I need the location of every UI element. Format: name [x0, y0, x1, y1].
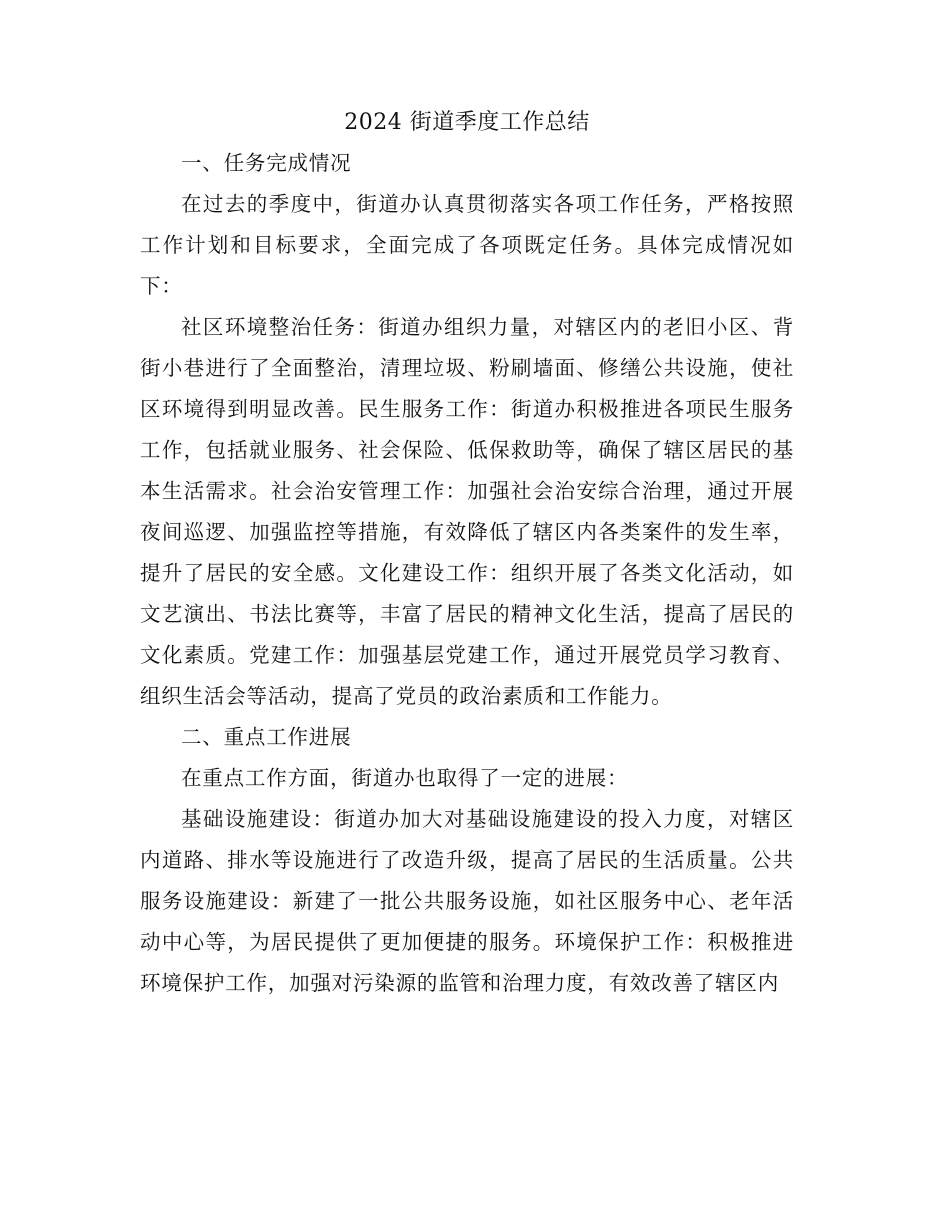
document-content — [140, 103, 794, 1004]
section-1-intro-paragraph: 在过去的季度中，街道办认真贯彻落实各项工作任务，严格按照工作计划和目标要求，全面完成了各项既定任务。具体完成情况如下： — [140, 192, 794, 298]
section-1-heading: 一、任务完成情况 — [181, 151, 352, 175]
section-2-body-paragraph: 基础设施建设：街道办加大对基础设施建设的投入力度，对辖区内道路、排水等设施进行了改造升级，提高了居民的生活质量。公共服务设施建设：新建了一批公共服务设施，如社区服务中心、老年活动中心等，为居民提供了更加便捷的服务。环境保护工作：积极推进环境保护工作，加强对污染源的监管和治理力度，有效改善了辖区内 — [140, 807, 794, 995]
section-2-intro-paragraph: 在重点工作方面，街道办也取得了一定的进展： — [181, 766, 629, 790]
section-1-body-paragraph: 社区环境整治任务：街道办组织力量，对辖区内的老旧小区、背街小巷进行了全面整治，清理垃圾、粉刷墙面、修缮公共设施，使社区环境得到明显改善。民生服务工作：街道办积极推进各项民生服务工作，包括就业服务、社会保险、低保救助等，确保了辖区居民的基本生活需求。社会治安管理工作：加强社会治安综合治理，通过开展夜间巡逻、加强监控等措施，有效降低了辖区内各类案件的发生率，提升了居民的安全感。文化建设工作：组织开展了各类文化活动，如文艺演出、书法比赛等，丰富了居民的精神文化生活，提高了居民的文化素质。党建工作：加强基层党建工作，通过开展党员学习教育、组织生活会等活动，提高了党员的政治素质和工作能力。 — [140, 315, 794, 708]
section-2-heading: 二、重点工作进展 — [181, 725, 352, 749]
document-title: 2024 街道季度工作总结 — [344, 110, 590, 135]
